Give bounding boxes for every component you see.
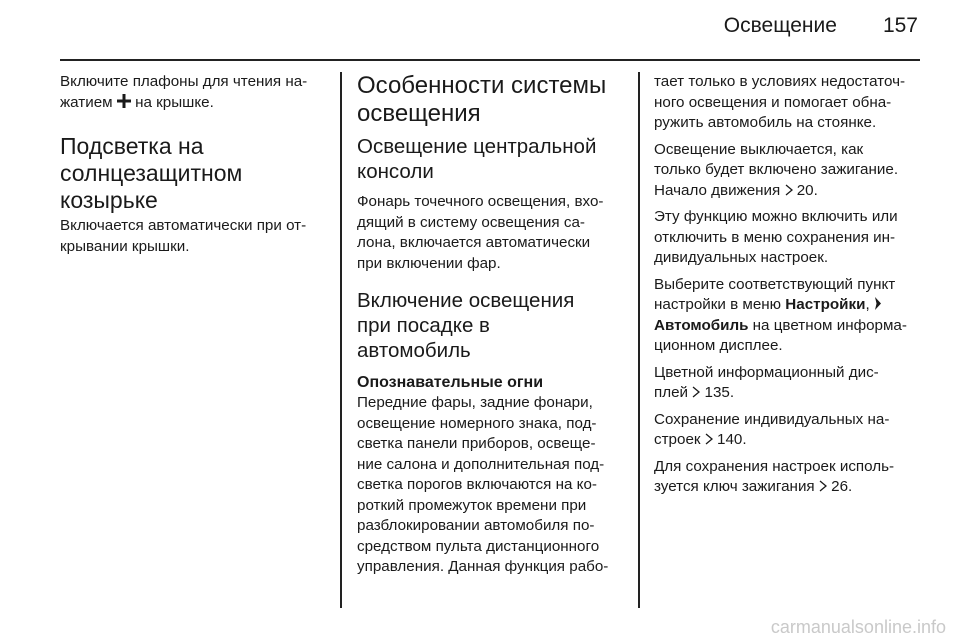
paragraph-center-console: Фонарь точечного освещения, вхо- дящий в систему освещения са- лона, включается автоматически при включении фар.: [357, 193, 604, 272]
paragraph-ignition-key: Для сохранения настроек исполь- зуется ключ зажигания 26.: [654, 457, 924, 498]
menu-arrow-icon: [874, 295, 882, 316]
page-number: 157: [882, 14, 918, 37]
page-reference-arrow-icon: [692, 383, 700, 404]
page-reference-link[interactable]: 20.: [796, 181, 818, 199]
page-reference-arrow-icon: [705, 430, 713, 451]
paragraph-color-display: Цветной информационный дис- плей 135.: [654, 363, 924, 404]
column-1: [60, 72, 326, 263]
paragraph-personal-settings: Сохранение индивидуальных на- строек 140.: [654, 410, 924, 451]
heading-entry-lighting: Включение освещения при посадке в автомобиль: [357, 289, 575, 362]
plus-icon: [117, 93, 131, 114]
menu-vehicle-label: Автомобиль: [654, 316, 749, 334]
paragraph-continuation: тает только в условиях недостаточ- ного освещения и помогает обна- ружить автомобиль на стоянке.: [654, 73, 906, 131]
heading-lighting-features: Особенности системы освещения: [357, 72, 607, 127]
column-divider-1: [340, 72, 342, 608]
column-3: [654, 72, 924, 504]
paragraph-toggle-function: Эту функцию можно включить или отключить в меню сохранения ин- дивидуальных настроек.: [654, 208, 898, 266]
heading-visor-lighting: Подсветка на солнцезащитном козырьке: [60, 133, 243, 213]
page-reference-arrow-icon: [819, 477, 827, 498]
paragraph-switch-off: Освещение выключается, как только будет включено зажигание. Начало движения 20.: [654, 140, 924, 202]
page-reference-link[interactable]: 26.: [831, 478, 853, 495]
section-title: Освещение: [723, 14, 837, 37]
watermark: carmanualsonline.info: [770, 617, 946, 637]
column-divider-2: [638, 72, 640, 608]
heading-center-console-lighting: Освещение центральной консоли: [357, 135, 597, 183]
header-rule: [60, 59, 920, 61]
column-2: [357, 72, 623, 584]
paragraph-reading-lights: Включите плафоны для чтения на- жатием на крышке.: [60, 72, 326, 113]
page-reference-link[interactable]: 140.: [717, 431, 747, 448]
page-header: [724, 14, 918, 38]
paragraph-visor-lighting: Включается автоматически при от- крывании крышки.: [60, 217, 307, 255]
page-reference-arrow-icon: [785, 181, 793, 202]
paragraph-select-menu: Выберите соответствующий пункт настройки в меню Настройки, Автомобиль на цветном информа- ционном дисплее.: [654, 275, 907, 354]
heading-identification-lights: Опознавательные огни: [357, 374, 544, 391]
paragraph-identification-lights: Передние фары, задние фонари, освещение номерного знака, под- светка панели приборов, освеще- ние салона и дополнительная под- светка порогов включаются на ко- роткий промежуток времени при разблокировании автомобиля по- средством пульта дистанционного управления. Данная функция рабо-: [357, 394, 609, 575]
menu-settings-label: Настройки: [785, 296, 866, 313]
page-reference-link[interactable]: 135.: [704, 384, 735, 401]
